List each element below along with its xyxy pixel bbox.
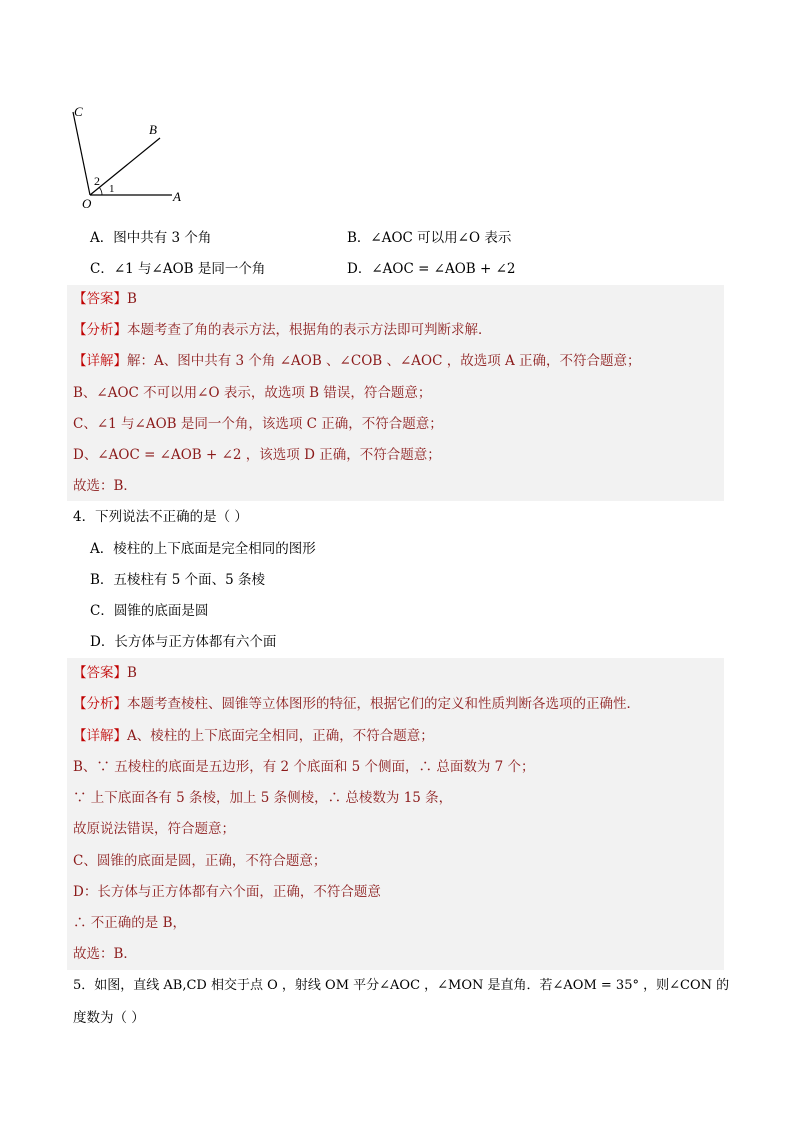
answer-tag: 【答案】 (73, 291, 127, 307)
q4-stem: 4．下列说法不正确的是（ ） (73, 509, 248, 525)
q4-answer (73, 663, 137, 683)
q4-detail-line (73, 726, 434, 746)
angle-figure (60, 98, 200, 213)
angle-arc-1 (99, 187, 102, 195)
label-c: C (74, 104, 83, 119)
q4-option-d: D．长方体与正方体都有六个面 (90, 634, 277, 650)
q3-detail-line: B、∠AOC 不可以用∠O 表示，故选项 B 错误，符合题意； (73, 385, 432, 401)
q4-detail-line: B、∵ 五棱柱的底面是五边形，有 2 个底面和 5 个侧面，∴ 总面数为 7 个； (73, 759, 535, 775)
ray-ob (90, 138, 160, 195)
q4-detail-line: ∵ 上下底面各有 5 条棱，加上 5 条侧棱，∴ 总棱数为 15 条， (73, 790, 453, 806)
analysis-text: 本题考查棱柱、圆锥等立体图形的特征，根据它们的定义和性质判断各选项的正确性． (127, 696, 640, 712)
q3-answer (73, 289, 137, 309)
q3-analysis (73, 320, 492, 340)
q3-detail-line: 故选：B． (73, 478, 137, 494)
analysis-tag: 【分析】 (73, 322, 127, 338)
detail-tag: 【详解】 (73, 728, 127, 744)
q3-detail-line (73, 351, 641, 371)
q3-option-c: C．∠1 与∠AOB 是同一个角 (90, 261, 266, 277)
q3-option-b: B．∠AOC 可以用∠O 表示 (347, 230, 512, 246)
analysis-tag: 【分析】 (73, 696, 127, 712)
q3-detail-line: C、∠1 与∠AOB 是同一个角，该选项 C 正确，不符合题意； (73, 416, 443, 432)
answer-tag: 【答案】 (73, 665, 127, 681)
label-a: A (173, 189, 181, 204)
q4-detail-line: 故选：B． (73, 946, 137, 962)
q4-option-a: A．棱柱的上下底面是完全相同的图形 (90, 541, 316, 557)
analysis-text: 本题考查了角的表示方法，根据角的表示方法即可判断求解． (127, 322, 492, 338)
label-angle-2: 2 (94, 174, 100, 188)
q4-detail-line: ∴ 不正确的是 B， (73, 915, 187, 931)
q3-detail-line: D、∠AOC = ∠AOB + ∠2 ，该选项 D 正确，不符合题意； (73, 447, 441, 463)
label-o: O (82, 196, 92, 211)
q4-analysis (73, 694, 640, 714)
q4-detail-line: C、圆锥的底面是圆，正确，不符合题意； (73, 853, 327, 869)
q4-detail-line: 故原说法错误，符合题意； (73, 821, 235, 837)
q3-solution-block (67, 285, 724, 501)
label-angle-1: 1 (109, 183, 115, 195)
q5-stem-line2: 度数为（ ） (73, 1010, 145, 1026)
answer-text: B (127, 665, 137, 681)
q3-option-d: D．∠AOC = ∠AOB + ∠2 (347, 261, 516, 277)
q4-option-c: C．圆锥的底面是圆 (90, 603, 209, 619)
ray-oc (73, 112, 90, 195)
q4-detail-line: D：长方体与正方体都有六个面，正确，不符合题意 (73, 884, 381, 900)
q4-solution-block (67, 658, 724, 970)
q3-option-a: A．图中共有 3 个角 (90, 230, 212, 246)
q4-option-b: B．五棱柱有 5 个面、5 条棱 (90, 572, 265, 588)
detail-text: A、棱柱的上下底面完全相同，正确，不符合题意； (127, 728, 434, 744)
answer-text: B (127, 291, 137, 307)
label-b: B (149, 122, 157, 137)
q5-stem-line1: 5．如图，直线 AB,CD 相交于点 O ，射线 OM 平分∠AOC ，∠MON 是直角．若∠AOM = 35° ，则∠CON 的 (73, 978, 730, 993)
detail-tag: 【详解】 (73, 353, 127, 369)
detail-text: 解：A、图中共有 3 个角 ∠AOB 、∠COB 、∠AOC ，故选项 A 正确，不符合题意； (127, 353, 641, 369)
